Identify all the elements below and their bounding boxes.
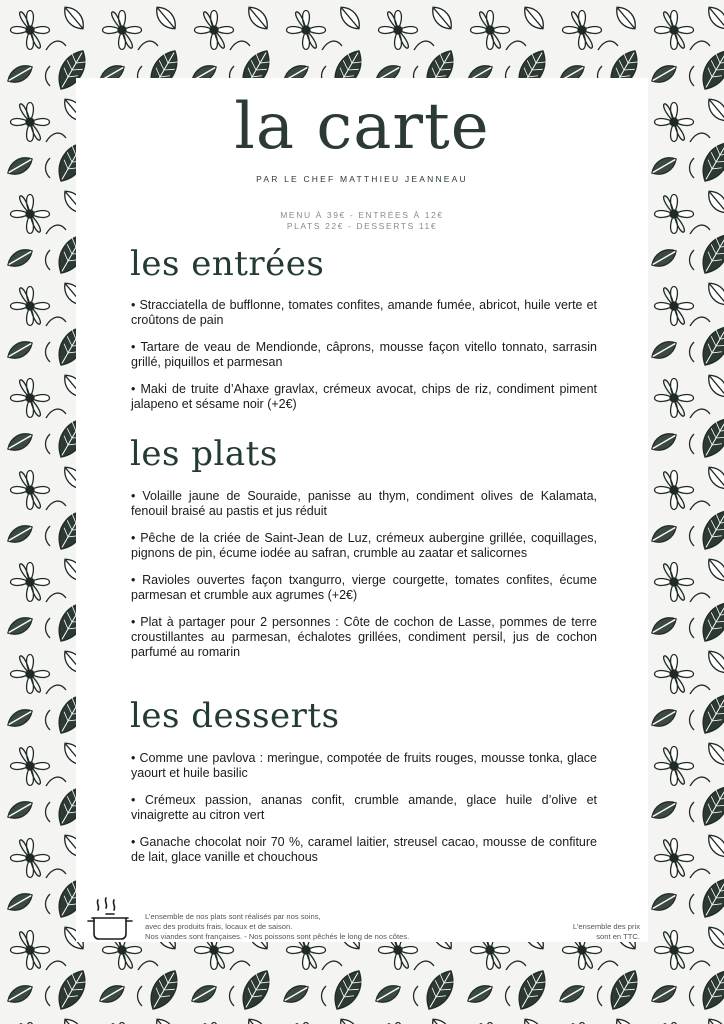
cooking-pot-icon xyxy=(86,896,134,942)
menu-item: • Volaille jaune de Souraide, panisse au thym, condiment olives de Kalamata, fenouil braisé au pastis et jus réduit xyxy=(131,489,597,518)
footer-note xyxy=(145,912,409,942)
section-title-desserts: les desserts xyxy=(130,696,340,736)
menu-item: • Ravioles ouvertes façon txangurro, vierge courgette, tomates confites, écume parmesan et crumble aux agrumes (+2€) xyxy=(131,573,597,602)
menu-item: • Stracciatella de bufflonne, tomates confites, amande fumée, abricot, huile verte et croûtons de pain xyxy=(131,298,597,327)
footer-ttc-note xyxy=(544,922,640,942)
entrees-list xyxy=(131,298,597,424)
menu-item: • Comme une pavlova : meringue, compotée de fruits rouges, mousse tonka, glace yaourt et huile basilic xyxy=(131,751,597,780)
plats-list xyxy=(131,489,597,672)
footer-note-line: Nos viandes sont françaises. - Nos poissons sont pêchés le long de nos côtes. xyxy=(145,932,410,941)
section-title-plats: les plats xyxy=(130,434,278,474)
price-line: PLATS 22€ - DESSERTS 11€ xyxy=(286,221,438,231)
menu-item: • Plat à partager pour 2 personnes : Côte de cochon de Lasse, pommes de terre croustillantes au parmesan, échalotes grillées, condiment persil, jus de cochon parfumé au romarin xyxy=(131,615,597,659)
desserts-list xyxy=(131,751,597,877)
menu-item: • Crémeux passion, ananas confit, crumble amande, glace huile d’olive et vinaigrette au citron vert xyxy=(131,793,597,822)
footer-ttc-line: sont en TTC. xyxy=(596,932,640,941)
menu-item: • Maki de truite d’Ahaxe gravlax, crémeux avocat, chips de riz, condiment piment jalapeno et sésame noir (+2€) xyxy=(131,382,597,411)
menu-item: • Pêche de la criée de Saint-Jean de Luz, crémeux aubergine grillée, coquillages, pignons de pin, écume iodée au safran, crumble au zaatar et salicornes xyxy=(131,531,597,560)
footer-ttc-line: L’ensemble des prix xyxy=(572,922,640,931)
section-title-entrees: les entrées xyxy=(130,244,325,284)
page-title: la carte xyxy=(234,90,490,164)
price-line: MENU À 39€ - ENTRÉES À 12€ xyxy=(280,210,444,220)
menu-item: • Ganache chocolat noir 70 %, caramel laitier, streusel cacao, mousse de confiture de lait, glace vanille et chouchous xyxy=(131,835,597,864)
price-summary xyxy=(0,210,724,232)
menu-item: • Tartare de veau de Mendionde, câprons, mousse façon vitello tonnato, sarrasin grillé, piquillos et parmesan xyxy=(131,340,597,369)
footer-note-line: L’ensemble de nos plats sont réalisés par nos soins, xyxy=(145,912,321,921)
chef-subtitle: PAR LE CHEF MATTHIEU JEANNEAU xyxy=(256,174,468,184)
footer-note-line: avec des produits frais, locaux et de saison. xyxy=(145,922,293,931)
